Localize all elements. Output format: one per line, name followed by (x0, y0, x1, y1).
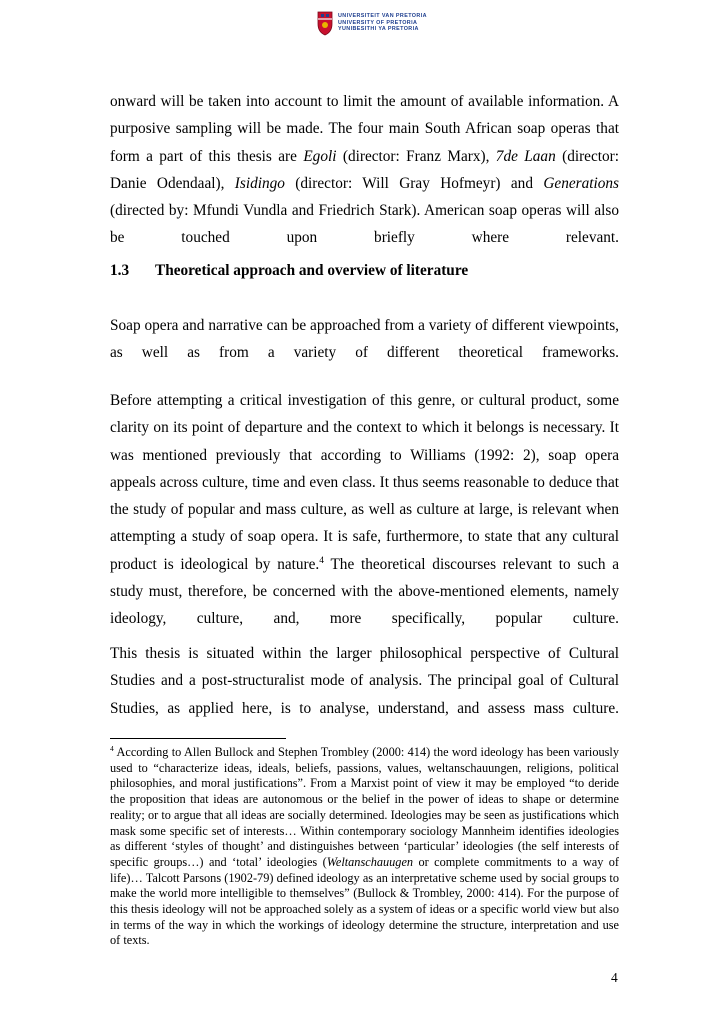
logo-line-english: UNIVERSITY OF PRETORIA (338, 19, 418, 26)
paragraph-critical-investigation (110, 387, 619, 660)
paragraph-soap-opera-selection (110, 88, 619, 279)
text-run: Before attempting a critical investigation of this genre, or cultural product, some clarity on its point of departure and the context to which it belongs is necessary. It was mentioned previously that according to Williams (1992: 2), soap opera appeals across culture, time and even class. It thus seems reasonable to deduce that the study of popular and mass culture, as well as culture at large, is relevant when attempting a study of soap opera. It is safe, furthermore, to state that any cultural product is ideological by nature. (110, 392, 619, 573)
term-weltanschauugen: Weltanschauugen (326, 854, 414, 869)
footnote-4 (110, 745, 619, 949)
paragraph-cultural-studies: This thesis is situated within the larger philosophical perspective of Cultural Studies and a post-structuralist mode of analysis. The principal goal of Cultural Studies, as applied here, is to analyse, understand, and assess mass culture. (110, 645, 619, 717)
title-isidingo: Isidingo (234, 174, 285, 192)
section-title: Theoretical approach and overview of literature (155, 262, 469, 279)
section-heading (110, 262, 619, 280)
text-run: (director: Danie Odendaal), (110, 147, 620, 192)
section-number: 1.3 (110, 262, 130, 279)
logo-text (338, 13, 427, 33)
footnote-marker: 4 (110, 743, 114, 753)
text-run: (director: Franz Marx), (336, 147, 496, 165)
title-egoli: Egoli (303, 147, 337, 165)
paragraph-approaches: Soap opera and narrative can be approached from a variety of different viewpoints, as well as from a variety of different theoretical frameworks. (110, 317, 619, 362)
text-run: The theoretical discourses relevant to such a study must, therefore, be concerned with the above-mentioned elements, namely ideology, culture, and, more specifically, popular culture. (110, 555, 620, 627)
text-run: (directed by: Mfundi Vundla and Friedrich Stark). American soap operas will also be touched upon briefly where relevant. (110, 202, 619, 247)
page-number: 4 (611, 970, 618, 985)
text-run: According to Allen Bullock and Stephen Trombley (2000: 414) the word ideology has been variously used to “characterize ideas, ideals, beliefs, passions, values, weltanschauungen, religions, political philosophies, and moral justifications”. From a Marxist point of view it may be employed “to deride the proposition that ideas are autonomous or the belief in the power of ideas to shape or determine reality; or to argue that all ideas are socially determined. Ideologies may be seen as justifications which mask some specific set of interests… Within contemporary sociology Mannheim identifies ideologies as different ‘styles of thought’ and distinguishes between ‘particular’ ideologies (the self interests of specific groups…) and ‘total’ ideologies ( (110, 745, 619, 869)
logo-line-sepedi: YUNIBESITHI YA PRETORIA (338, 26, 419, 33)
text-run: onward will be taken into account to limit the amount of available information. A purposive sampling will be made. The four main South African soap operas that form a part of this thesis are (110, 93, 619, 165)
text-run: or complete commitments to a way of life)… Talcott Parsons (1902-79) defined ideology as an interpretative scheme used by social groups to make the world more intelligible to themselves” (Bullock & Trombley, 2000: 414). For the purpose of this thesis ideology will not be approached solely as a system of ideas or a specific world view but also in terms of the way in which the workings of ideology determine the structure, interpretation and use of texts. (110, 854, 620, 948)
footnote-divider (110, 738, 286, 739)
crest-icon (316, 10, 334, 36)
university-logo (316, 8, 428, 38)
logo-line-afrikaans: UNIVERSITEIT VAN PRETORIA (338, 13, 427, 20)
text-run: (director: Will Gray Hofmeyr) and (284, 174, 544, 192)
title-7de-laan: 7de Laan (495, 147, 556, 165)
title-generations: Generations (543, 174, 619, 192)
footnote-reference[interactable]: 4 (319, 555, 324, 566)
